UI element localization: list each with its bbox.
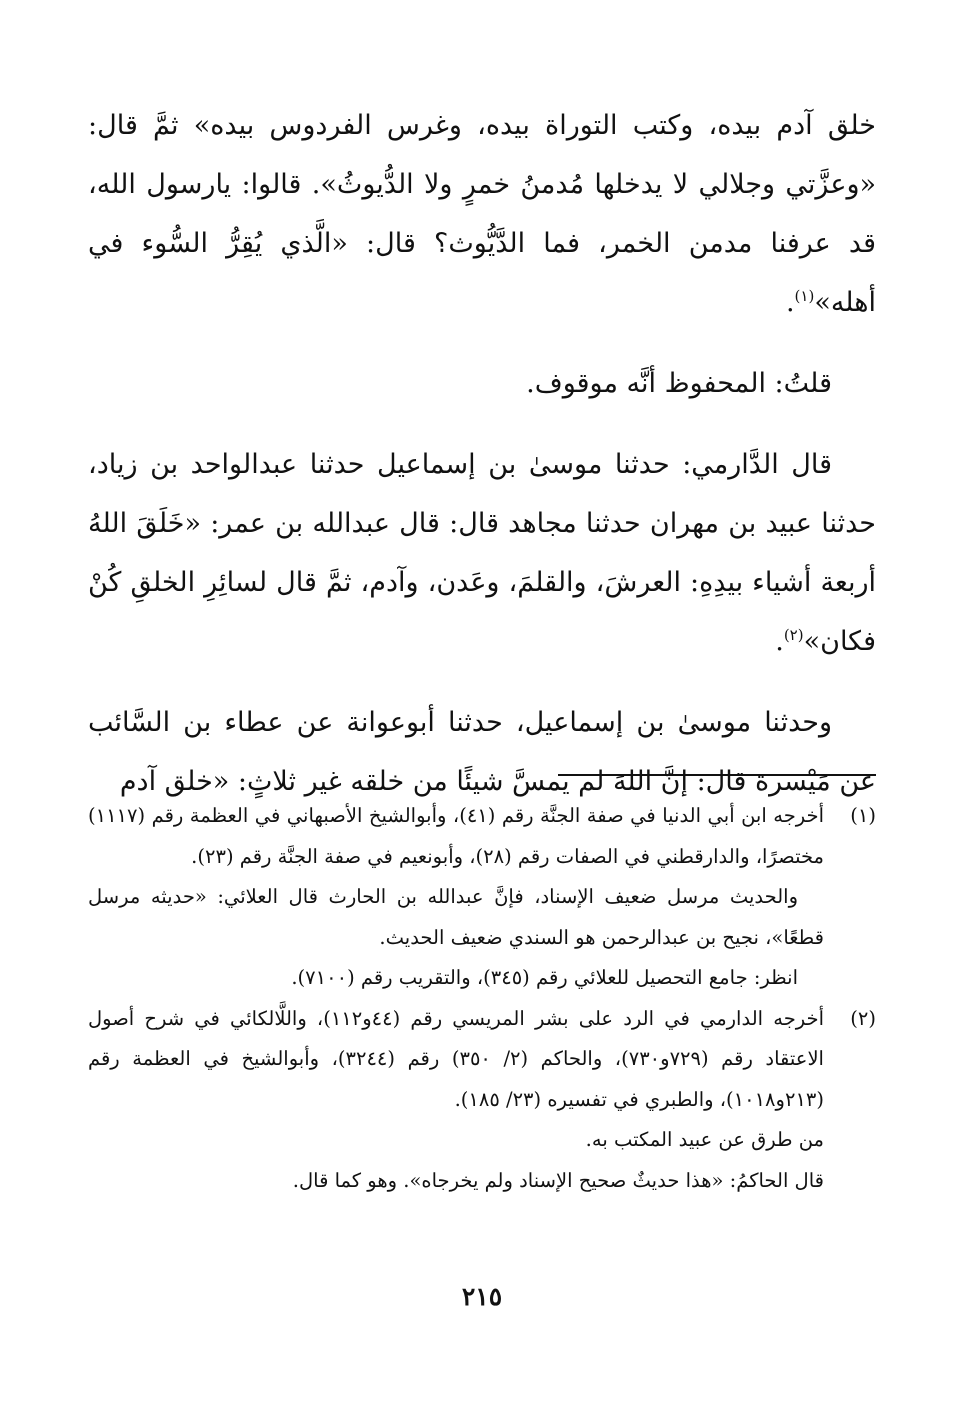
footnote-1-comment: والحديث مرسل ضعيف الإسناد، فإنَّ عبدالله بن الحارث قال العلائي: «حديثه مرسل قطعًا»، نجيح بن عبدالرحمن هو السندي ضعيف الحديث. [88,885,824,949]
footnote-ref-2: (٢) [783,626,804,644]
main-text [88,96,876,811]
footnote-2 [88,999,876,1202]
page-number: ٢١٥ [461,1282,503,1311]
paragraph-4: وحدثنا موسىٰ بن إسماعيل، حدثنا أبوعوانة عن عطاء بن السَّائب عن مَيْسرة قال: إنَّ اللهَ لم يمسَّ شيئًا من خلقه غير ثلاثٍ: «خلق آدم [88,707,876,797]
footnote-1 [88,796,876,999]
footnote-2-number: (٢) [850,1006,876,1030]
paragraph-2: قلتُ: المحفوظ أنَّه موقوف. [526,368,832,399]
paragraph-3-text: قال الدَّارمي: حدثنا موسىٰ بن إسماعيل حدثنا عبدالواحد بن زياد، حدثنا عبيد بن مهران حدثنا مجاهد قال: قال عبدالله بن عمر: «خَلَقَ اللهُ أربعة أشياء بيدِهِ: العرشَ، والقلمَ، وعَدن، وآدم، ثمَّ قال لسائِرِ الخلقِ كُنْ فكان» [88,449,876,657]
footnote-2-text: أخرجه الدارمي في الرد على بشر المريسي رقم (٤٤و١١٢)، واللَّالكائي في شرح أصول الاعتقاد رقم (٧٢٩و٧٣٠)، والحاكم (٢/ ٣٥٠) رقم (٣٢٤٤)، وأبوالشيخ في العظمة رقم (٢١٣و١٠١٨)، والطبري في تفسيره (٢٣/ ١٨٥). [88,1006,824,1111]
footnote-2-route: من طرق عن عبيد المكتب به. [585,1128,824,1151]
footnote-divider [558,774,876,776]
footnote-1-number: (١) [850,804,876,827]
paragraph-1-text: خلق آدم بيده، وكتب التوراة بيده، وغرس الفردوس بيده» ثمَّ قال: «وعزَّتي وجلالي لا يدخلها مُدمنُ خمرٍ ولا الدُّيوثُ». قالوا: يارسول الله، قد عرفنا مدمن الخمر، فما الدَّيُّوث؟ قال: «الَّذي يُقِرُّ السُّوء في أهله» [88,110,876,318]
footnote-ref-1: (١) [794,287,815,305]
footnote-2-verdict: قال الحاكمُ: «هذا حديثٌ صحيح الإسناد ولم يخرجاه». وهو كما قال. [292,1168,824,1192]
footnote-1-text: أخرجه ابن أبي الدنيا في صفة الجنَّة رقم (٤١)، وأبوالشيخ الأصبهاني في العظمة رقم (١١١٧) مختصرًا، والدارقطني في الصفات رقم (٢٨)، وأبونعيم في صفة الجنَّة رقم (٢٣). [88,804,824,868]
paragraph-3 [88,435,876,671]
footnotes [88,796,876,1201]
paragraph-3-end: . [775,626,784,657]
paragraph-1 [88,96,876,332]
paragraph-1-end: . [785,287,795,318]
footnote-1-see-also: انظر: جامع التحصيل للعلائي رقم (٣٤٥)، والتقريب رقم (٧١٠٠). [291,966,798,989]
